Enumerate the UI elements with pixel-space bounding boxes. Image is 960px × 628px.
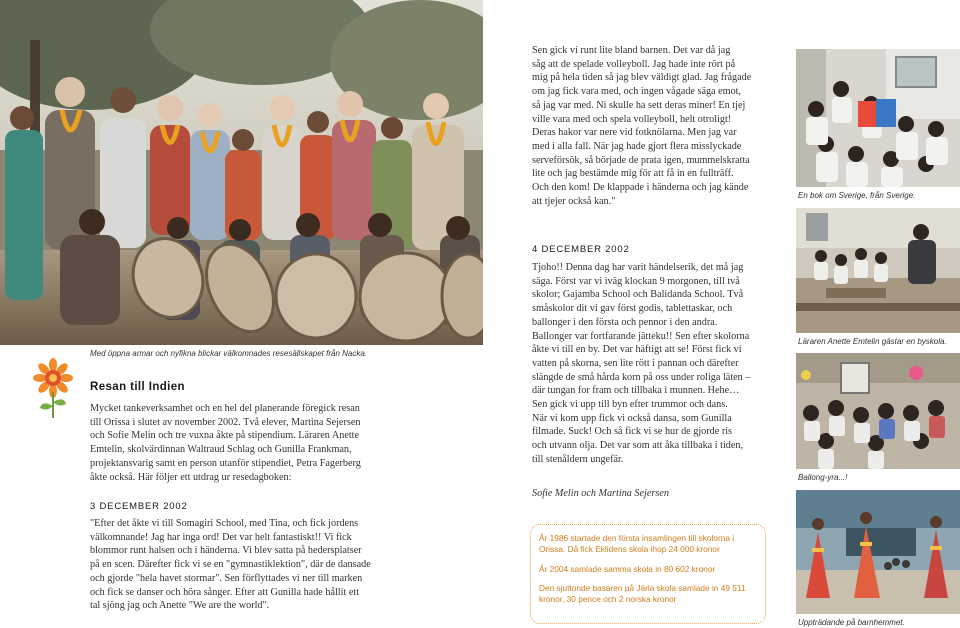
photo-caption-performance: Uppträdande på barnhemmet. <box>798 618 905 627</box>
entry-line: vatten på skorna, sen lite rött i pannan och därefter <box>532 357 739 369</box>
intro-line: åkte också. Här följer ett utdrag ur resedagboken: <box>90 471 292 483</box>
entry-line: ballonger i den första och pennor i den andra. <box>532 316 718 328</box>
entry-line: ville vara med och spela volleyboll, helt otroligt! <box>532 113 732 125</box>
fact-item: Den sjuttonde basaren på Järla skola samlade in 49 511 kronor, 30 pence och 2 norska kronor <box>539 582 746 605</box>
performance-photo <box>796 490 960 614</box>
village-school-photo <box>796 208 960 333</box>
fact-box <box>530 524 766 624</box>
entry-line: och gjorde "hela havet stormar". Sen förflyttades vi ner till marken <box>90 572 363 584</box>
entry-line: att tjejer också kan." <box>532 195 616 207</box>
group-welcome-photo <box>0 0 483 345</box>
intro-line: Emtelin, skolvärdinnan Waltraud Schlag och Gunilla Frankman, <box>90 444 352 456</box>
entry-line: med i alla fall. När jag hade gjort flera misslyckade <box>532 140 742 152</box>
entry-line: Och den kom! De klappade i händerna och jag kände <box>532 182 749 194</box>
entry-line: blommor runt halsen och i händerna. Vi blev satta på hedersplatser <box>90 545 362 557</box>
diary-entry-1 <box>90 517 485 613</box>
diary-date-1: 3 DECEMBER 2002 <box>90 501 188 512</box>
entry-line: filmade. Suck! Och så fick vi se hur de gjorde ris <box>532 426 733 438</box>
entry-line: Sen gick vi runt lite bland barnen. Det var då jag <box>532 45 731 56</box>
entry-line: välkomnande! Jag har inga ord! Det var helt fantastiskt!! Vi fick <box>90 531 352 543</box>
diary-date-2: 4 DECEMBER 2002 <box>532 244 630 255</box>
entry-line: åkte vi till en by. Det var häftigt att se! Först fick vi <box>532 344 742 356</box>
entry-line: till stenåldern ungefär. <box>532 453 624 465</box>
entry-line: Tjoho!! Denna dag har varit händelserik, det må jag <box>532 262 744 273</box>
intro-line: och Sofie Melin och tre vuxna åkte på stipendium. Läraren Anette <box>90 430 360 442</box>
entry-line: på en scen. Därefter fick vi se en "gymnastiklektion", där de dansade <box>90 559 371 571</box>
intro-line: Mycket tankeverksamhet och en hel del planerande föregick resan <box>90 403 360 414</box>
photo-caption-balloons: Ballong-yra...! <box>798 473 848 482</box>
diary-entry-2 <box>532 261 782 467</box>
photo-caption-teacher: Läraren Anette Emtelin gästar en byskola. <box>798 337 947 346</box>
entry-line: Ballonger var fortfarande jätteku!! Sen efter skolorna <box>532 330 750 342</box>
intro-paragraph <box>90 402 485 484</box>
entry-line: "Efter det åkte vi till Somagiri School, med Tina, och fick jordens <box>90 518 359 529</box>
intro-line: till Orissa i slutet av november 2002. Två elever, Martina Sejersen <box>90 416 361 428</box>
entry-line: och fick se danser och höra sånger. Efter att Gunilla hade hållit ett <box>90 586 360 598</box>
entry-line: och utvann olja. Det var som att åka tillbaka i tiden, <box>532 440 744 452</box>
fact-item: År 2004 samlade samma skola in 80 602 kronor <box>539 563 716 574</box>
diary-entry-1-continued <box>532 44 782 208</box>
group-photo-caption: Med öppna armar och nyfikna blickar välkomnades resesällskapet från Nacka. <box>90 349 368 358</box>
entry-line: där tungan for fram och tillbaka i munnen. Hehe… <box>532 385 740 397</box>
entry-line: säga. Först var vi iväg klockan 9 morgonen, till två <box>532 275 740 287</box>
entry-line: lite och jag bestämde mig för att få in en fullträff. <box>532 168 734 180</box>
entry-line: småskolor dit vi gav först godis, tablettaskar, och <box>532 303 733 315</box>
entry-line: om jag fick vara med, och ingen vågade säga emot, <box>532 86 742 98</box>
flower-icon <box>32 358 74 420</box>
author-signature: Sofie Melin och Martina Sejersen <box>532 488 669 499</box>
entry-line: Sen gick vi upp till byn efter trummor och dans. <box>532 399 728 411</box>
entry-line: slängde de små hårda korn på oss under roliga läten – <box>532 371 751 383</box>
section-title: Resan till Indien <box>90 381 185 393</box>
intro-line: projektansvarig samt en person utanför stipendiet, Petra Fagerberg <box>90 457 361 469</box>
photo-caption-book: En bok om Sverige, från Sverige. <box>798 191 916 200</box>
balloon-photo <box>796 353 960 469</box>
entry-line: tal sjöng jag och Anette "We are the world". <box>90 600 270 612</box>
fact-item: År 1986 startade den första insamlingen till skolorna i Orissa. Då fick Eklidens skola ihop 24 000 kronor <box>539 533 735 555</box>
entry-line: skolor; Gajamba School och Balidanda School. Två <box>532 289 744 301</box>
classroom-book-photo <box>796 49 960 187</box>
entry-line: När vi kom upp fick vi också dansa, som Gunilla <box>532 412 732 424</box>
entry-line: mig på hela tiden så jag blev väldigt glad. Jag frågade <box>532 72 752 84</box>
entry-line: serveförsök, så började de prata igen, mummelskratta <box>532 154 750 166</box>
entry-line: så jag var med. Ni skulle ha sett deras miner! En tjej <box>532 99 746 111</box>
entry-line: såg att de spelade volleyboll. Jag hade inte rört på <box>532 58 736 70</box>
entry-line: Deras hakor var nere vid fotknölarna. Men jag var <box>532 127 737 139</box>
